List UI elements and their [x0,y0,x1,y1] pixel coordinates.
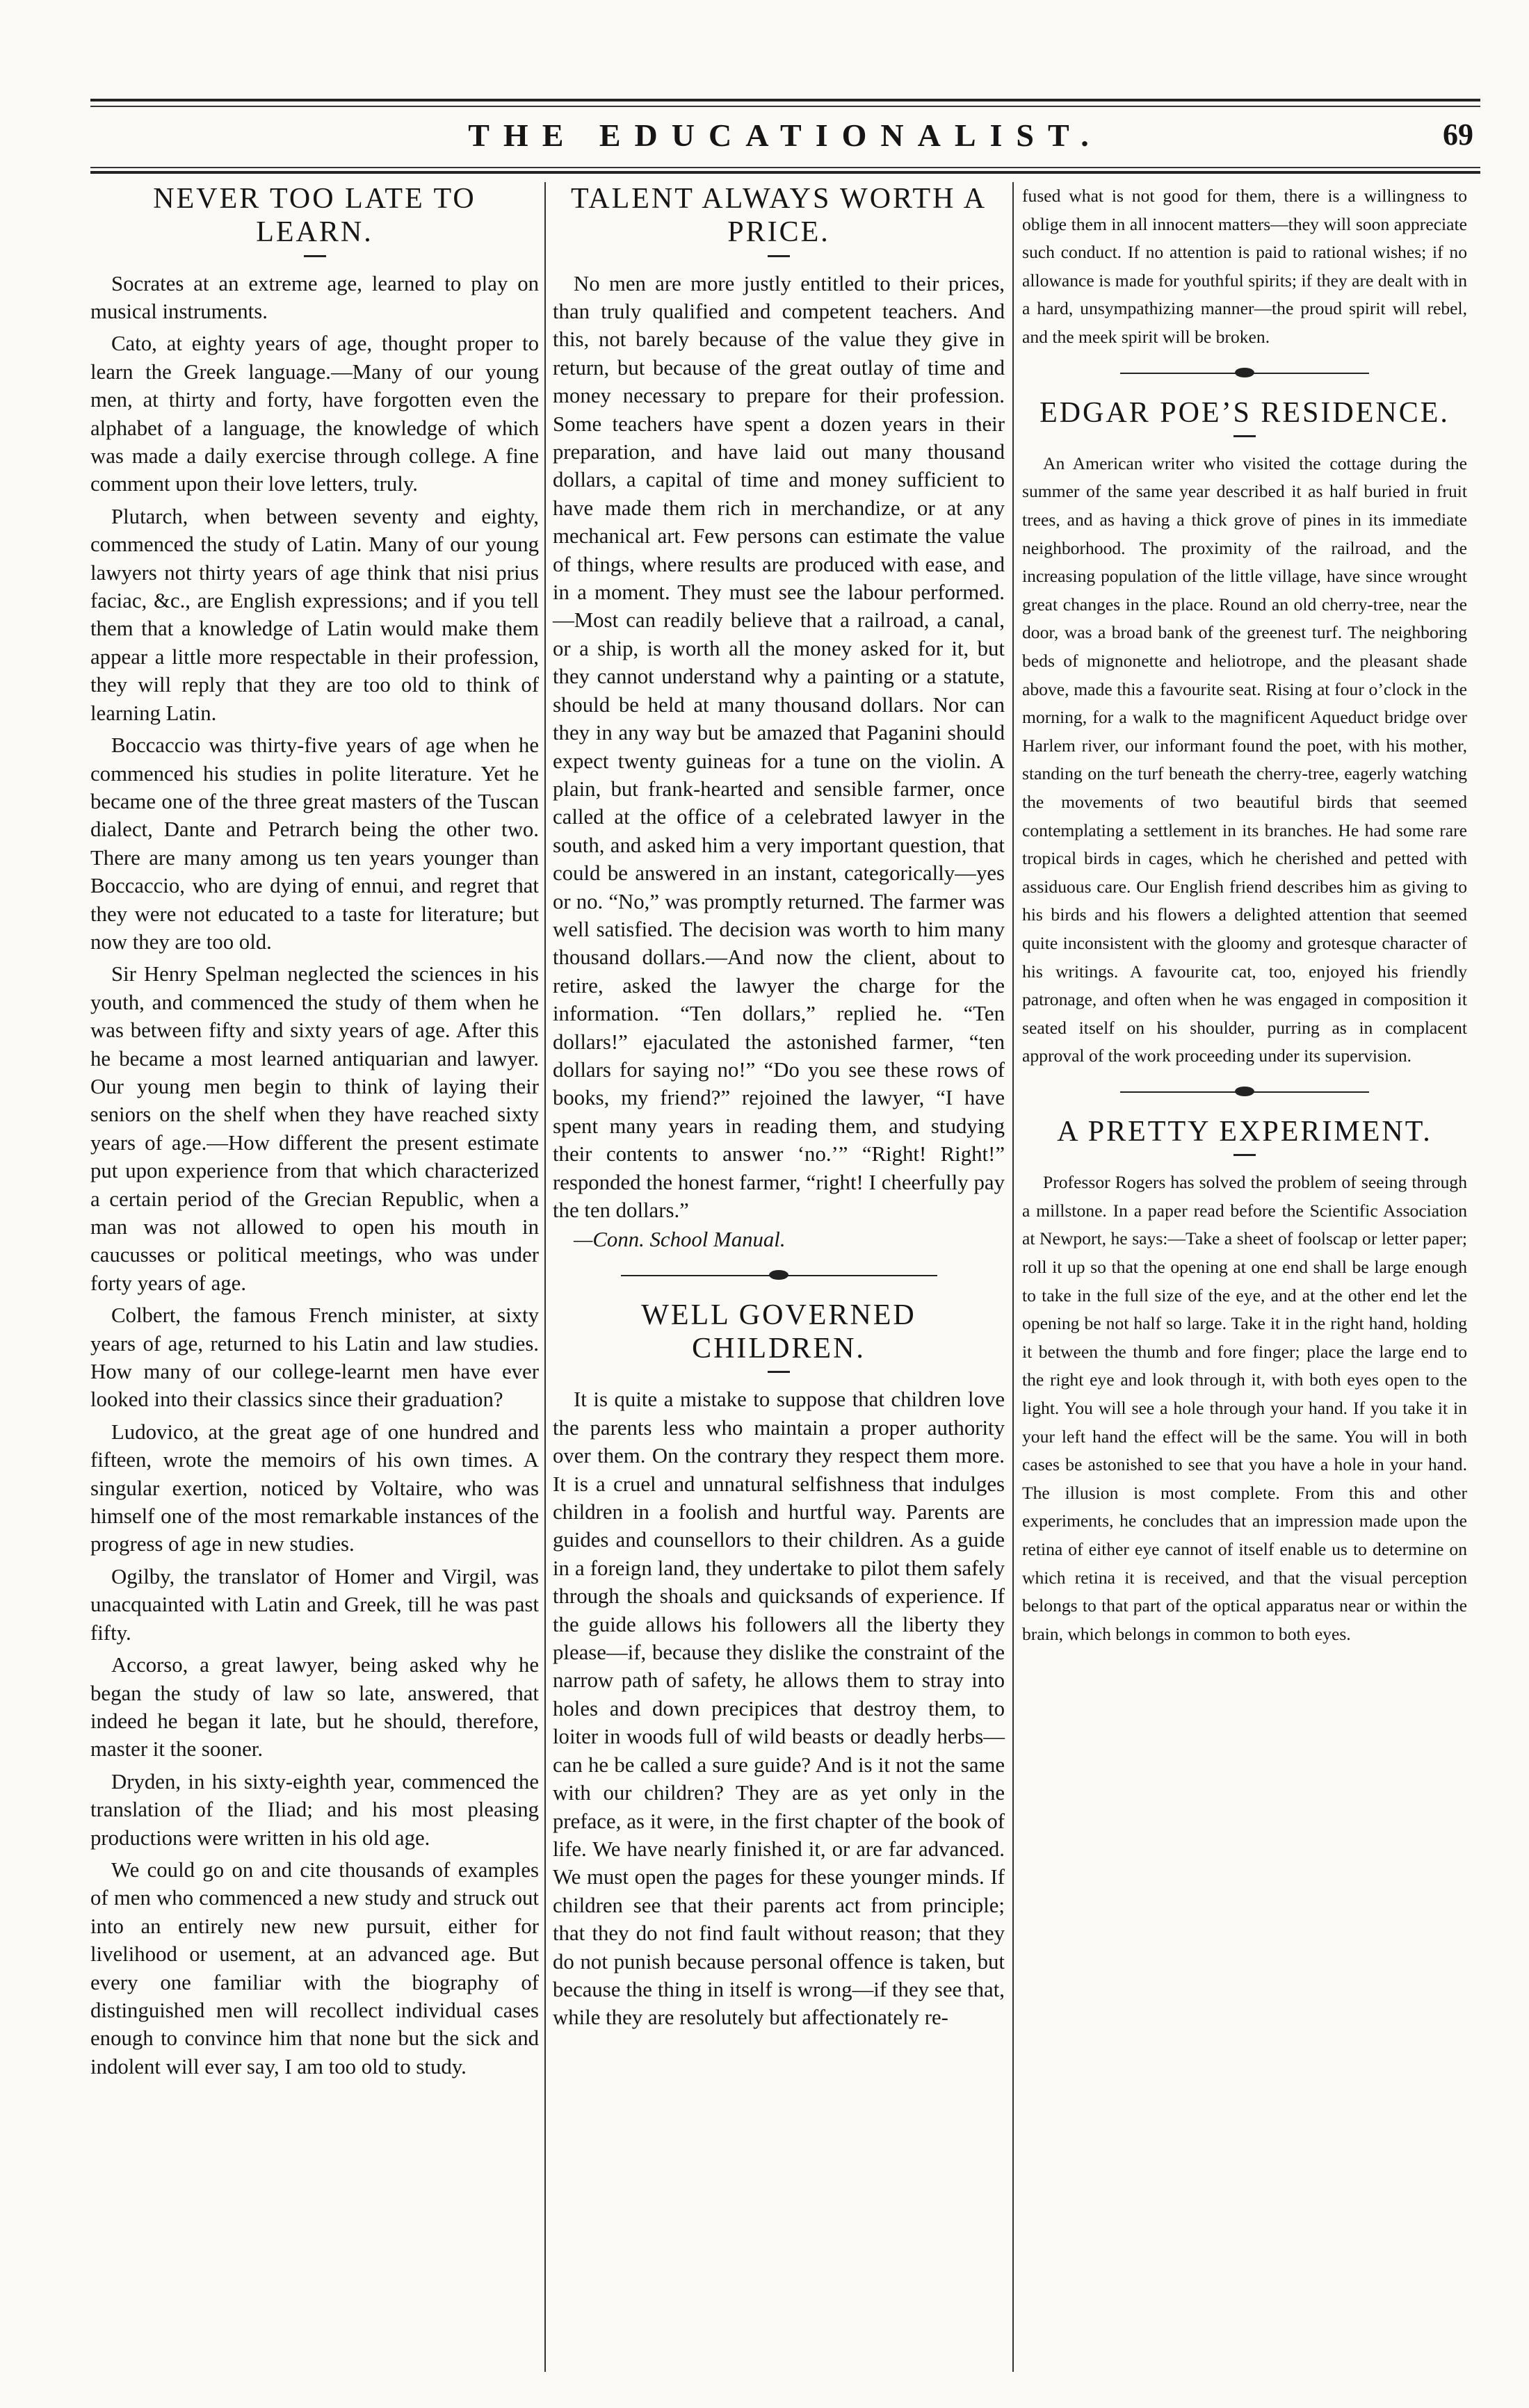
article-title: A PRETTY EXPERIMENT. [1057,1115,1432,1148]
paragraph: Dryden, in his sixty-eighth year, commenced the translation of the Iliad; and his most pleasing productions were written in his old age. [90,1769,539,1850]
paragraph: No men are more justly entitled to their prices, than truly qualified and competent teachers. And this, not barely because of the value they give in return, but because of the great outlay of time and money necessary to prepare for their profession. Some teachers have spent a dozen years in their preparation, and have laid out many thousand dollars, a capital of time and money sufficient to have made them rich in merchandize, or at any mechanical art. Few persons can estimate the value of things, where results are produced with ease, and in a moment. They must see the labour performed.—Most can readily believe that a railroad, a canal, or a ship, is worth all the money asked for it, but they cannot understand why a painting or a statute, should be held at many thousand dollars. Nor can they in any way but be amazed that Paganini should expect twenty guineas for a tune on the violin. A plain, but frank-hearted and sensible farmer, once called at the office of a celebrated lawyer in the south, and asked him a very important question, that could be answered in an instant, categorically—yes or no. “No,” was promptly returned. The farmer was well satisfied. The decision was worth to him many thousand dollars.—And now the client, about to retire, asked the lawyer the charge for the information. “Ten dollars,” replied he. “Ten dollars!” ejaculated the astonished farmer, “ten dollars for saying no!” “Do you see these rows of books, my friend?” rejoined the lawyer, “I have spent many years in reading them, and studying their contents to answer ‘no.’” “Right! Right!” responded the honest farmer, “right! I cheerfully pay the ten dollars.” [553,271,1005,1222]
column-divider [544,182,546,2372]
paragraph: Colbert, the famous French minister, at sixty years of age, returned to his Latin and law studies. How many of our college-learnt men have ever looked into their classics since their graduation? [90,1303,539,1412]
column-3 [1022,182,1467,1652]
paragraph: Socrates at an extreme age, learned to play on musical instruments. [90,271,539,323]
paragraph: Accorso, a great lawyer, being asked why he began the study of law so late, answered, that indeed he began it late, but he should, therefore, master it the sooner. [90,1653,539,1762]
title-dash [1233,435,1256,437]
paragraph: Ludovico, at the great age of one hundred and fifteen, wrote the memoirs of his own times. A singular exertion, noticed by Voltaire, who was himself one of the most remarkable instances of the progress of age in new studies. [90,1419,539,1556]
header-rule [90,167,1480,168]
article-title: WELL GOVERNED CHILDREN. [641,1299,916,1365]
paragraph: We could go on and cite thousands of examples of men who commenced a new study and struck out into an entirely new new pursuit, either for livelihood or usement, at an advanced age. But every one familiar with the biography of distinguished men will recollect individual cases enough to convince him that none but the sick and indolent will ever say, I am too old to study. [90,1857,539,2078]
paragraph: It is quite a mistake to suppose that children love the parents less who maintain a proper authority over them. On the contrary they respect them more. It is a cruel and unnatural selfishness that indulges children in a foolish and hurtful way. Parents are guides and counsellors to their children. As a guide in a foreign land, they undertake to pilot them safely through the shoals and quicksands of experience. If the guide allows his followers all the liberty they please—if, because they dislike the constraint of the narrow path of safety, he allows them to stray into holes and down precipices that destroy them, to loiter in woods full of wild beasts or deadly herbs—can he be called a sure guide? And is it not the same with our children? They are as yet only in the preface, as it were, in the first chapter of the book of life. We have nearly finished it, or are far advanced. We must open the pages for these younger minds. If children see that their parents act from principle; that they do not find fault without reason; that they do not punish because personal offence is taken, but because the thing in itself is wrong—if they see that, while they are resolutely but affectionately re- [553,1388,1005,2030]
top-rule [90,99,1480,101]
masthead-title: THE EDUCATIONALIST. [468,117,1103,153]
section-ornament [1022,1083,1467,1101]
title-dash [1233,1154,1256,1156]
article-talent-worth-price [553,182,1005,1254]
paragraph: Boccaccio was thirty-five years of age when he commenced his studies in polite literature. Yet he became one of the three great masters of the Tuscan dialect, Dante and Petrarch being the other two. There are many among us ten years younger than Boccaccio, who are dying of ennui, and regret that they were not educated to a taste for literature; but now they are too old. [90,733,539,954]
article-well-governed-children [553,1299,1005,2032]
page-header [90,117,1480,158]
article-title: EDGAR POE’S RESIDENCE. [1039,396,1450,429]
title-dash [304,255,326,257]
paragraph: Professor Rogers has solved the problem of seeing through a millstone. In a paper read before the Scientific Association at Newport, he says:—Take a sheet of foolscap or letter paper; roll it up so that the opening at one end shall be large enough to take in the full size of the eye, and at the other end let the opening be not half so large. Take it in the right hand, holding it between the thumb and fore finger; place the large end to the right eye and look through it, with both eyes open to the light. You will see a hole through your hand. If you take it in your left hand the effect will be the same. You will in both cases be astonished to see that you have a hole in your hand. The illusion is most complete. From this and other experiments, he concludes that an impression made upon the retina of either eye cannot of itself enable us to determine on which retina it is received, and that the visual perception belongs to that part of the optical apparatus near or within the brain, which belongs in common to both eyes. [1022,1172,1467,1644]
column-2 [553,182,1005,2036]
paragraph: Ogilby, the translator of Homer and Virgil, was unacquainted with Latin and Greek, till he was past fifty. [90,1564,539,1645]
paragraph: Sir Henry Spelman neglected the sciences in his youth, and commenced the study of them when he was between fifty and sixty years of age. After this he became a most learned antiquarian and lawyer. Our young men begin to think of laying their seniors on the shelf when they have reached sixty years of age.—How different the present estimate put upon experience from that which characterized a certain period of the Grecian Republic, when a man was not allowed to open his mouth in caucusses or political meetings, who was under forty years of age. [90,962,539,1295]
paragraph: Cato, at eighty years of age, thought proper to learn the Greek language.—Many of our young men, at thirty and forty, have forgotten even the alphabet of a language, the knowledge of which was made a daily exercise through college. A fine comment upon their love letters, truly. [90,332,539,496]
paragraph: Plutarch, when between seventy and eighty, commenced the study of Latin. Many of our young lawyers not thirty years of age think that nisi prius faciac, &c., are English expressions; and if you tell them that a knowledge of Latin would make them appear a little more respectable in their profession, they will reply that they are too old to think of learning Latin. [90,504,539,725]
title-dash [768,1371,790,1373]
page-number: 69 [1443,117,1473,152]
article-title: TALENT ALWAYS WORTH A PRICE. [570,183,987,249]
article-title: NEVER TOO LATE TO LEARN. [153,183,476,249]
article-continuation [1022,182,1467,352]
article-signature: —Conn. School Manual. [574,1228,786,1252]
column-1 [90,182,539,2085]
article-edgar-poe-residence [1022,396,1467,1071]
title-dash [768,255,790,257]
column-divider [1012,182,1014,2372]
section-ornament [553,1267,1005,1285]
section-ornament [1022,364,1467,382]
top-rule-thin [90,106,1480,107]
article-pretty-experiment [1022,1115,1467,1648]
paragraph: An American writer who visited the cottage during the summer of the same year described it as half buried in fruit trees, and as having a thick grove of pines in its immediate neighborhood. The proximity of the railroad, and the increasing population of the little village, have since wrought great changes in the place. Round an old cherry-tree, near the door, was a broad bank of the greenest turf. The neighboring beds of mignonette and heliotrope, and the pleasant shade above, made this a favourite seat. Rising at four o’clock in the morning, for a walk to the magnificent Aqueduct bridge over Harlem river, our informant found the poet, with his mother, standing on the turf beneath the cherry-tree, eagerly watching the movements of two beautiful birds that seemed contemplating a settlement in its branches. He had some rare tropical birds in cages, which he cherished and petted with assiduous care. Our English friend describes him as giving to his birds and his flowers a delighted attention that seemed quite inconsistent with the gloomy and grotesque character of his writings. A favourite cat, too, enjoyed his friendly patronage, and often when he was engaged in composition it seated itself on his shoulder, purring as in complacent approval of the work proceeding under its supervision. [1022,453,1467,1066]
article-never-too-late [90,182,539,2081]
header-rule-thick [90,171,1480,174]
paragraph: fused what is not good for them, there is a willingness to oblige them in all innocent matters—they will soon appreciate such conduct. If no attention is paid to rational wishes; if no allowance is made for youthful spirits; if they are dealt with in a hard, unsympathizing manner—the proud spirit will rebel, and the meek spirit will be broken. [1022,186,1467,347]
